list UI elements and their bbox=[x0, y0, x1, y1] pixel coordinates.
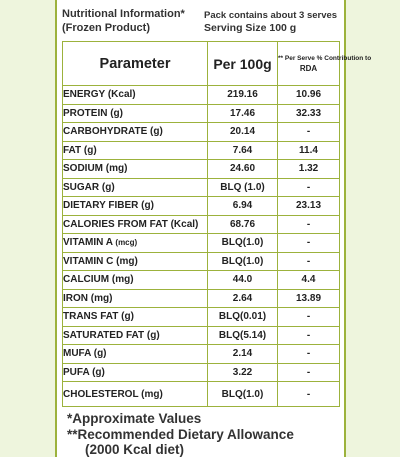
parameter-label: CHOLESTEROL (mg) bbox=[63, 388, 163, 400]
parameter-label: CALCIUM (mg) bbox=[63, 274, 134, 286]
parameter-unit: (mcg) bbox=[115, 238, 138, 248]
table-row bbox=[63, 215, 340, 234]
rda-value: - bbox=[278, 123, 340, 142]
table-row bbox=[63, 252, 340, 271]
parameter-cell bbox=[63, 215, 208, 234]
rda-value: - bbox=[278, 345, 340, 364]
parameter-label: IRON (mg) bbox=[63, 292, 113, 304]
rda-value: - bbox=[278, 382, 340, 407]
title-line2: (Frozen Product) bbox=[62, 22, 150, 34]
rda-value: - bbox=[278, 308, 340, 327]
rda-value: 23.13 bbox=[278, 197, 340, 216]
rda-value: 10.96 bbox=[278, 86, 340, 105]
parameter-label: VITAMIN A bbox=[63, 237, 113, 249]
per100g-value: 219.16 bbox=[208, 86, 278, 105]
column-header-parameter: Parameter bbox=[63, 42, 208, 86]
parameter-cell bbox=[63, 289, 208, 308]
rda-value: - bbox=[278, 326, 340, 345]
footnote-approximate: *Approximate Values bbox=[67, 411, 202, 426]
footnote-rda-diet: (2000 Kcal diet) bbox=[85, 442, 185, 457]
parameter-label: TRANS FAT (g) bbox=[63, 311, 134, 323]
per100g-value: BLQ(0.01) bbox=[208, 308, 278, 327]
label-header bbox=[62, 7, 342, 41]
pack-info: Pack contains about 3 serves bbox=[204, 10, 338, 21]
parameter-cell bbox=[63, 160, 208, 179]
per100g-value: BLQ(5.14) bbox=[208, 326, 278, 345]
column-header-rda bbox=[278, 42, 372, 86]
per100g-value: 20.14 bbox=[208, 123, 278, 142]
rda-value: - bbox=[278, 363, 340, 382]
table-header-row bbox=[63, 42, 340, 86]
per100g-value: BLQ(1.0) bbox=[208, 234, 278, 253]
per100g-value: 2.64 bbox=[208, 289, 278, 308]
table-row bbox=[63, 123, 340, 142]
serving-size: Serving Size 100 g bbox=[204, 22, 297, 34]
table-row bbox=[63, 289, 340, 308]
parameter-label: PUFA (g) bbox=[63, 366, 105, 378]
rda-value: - bbox=[278, 252, 340, 271]
per100g-value: 7.64 bbox=[208, 141, 278, 160]
parameter-cell bbox=[63, 234, 208, 253]
parameter-cell bbox=[63, 326, 208, 345]
parameter-cell bbox=[63, 382, 208, 407]
footnotes bbox=[67, 411, 294, 457]
nutrition-table bbox=[62, 41, 372, 407]
table-row bbox=[63, 86, 340, 105]
rda-subheading: ** Per Serve % Contribution to bbox=[278, 55, 372, 62]
rda-value: - bbox=[278, 178, 340, 197]
parameter-label: DIETARY FIBER (g) bbox=[63, 200, 154, 212]
parameter-cell bbox=[63, 141, 208, 160]
rda-value: 11.4 bbox=[278, 141, 340, 160]
table-row bbox=[63, 104, 340, 123]
column-header-per100g: Per 100g bbox=[208, 42, 278, 86]
parameter-cell bbox=[63, 178, 208, 197]
table-row bbox=[63, 178, 340, 197]
table-row bbox=[63, 308, 340, 327]
serving-info bbox=[204, 9, 337, 35]
parameter-label: MUFA (g) bbox=[63, 348, 107, 360]
per100g-value: BLQ(1.0) bbox=[208, 252, 278, 271]
per100g-value: 68.76 bbox=[208, 215, 278, 234]
rda-value: - bbox=[278, 215, 340, 234]
parameter-label: PROTEIN (g) bbox=[63, 107, 123, 119]
parameter-label: CALORIES FROM FAT (Kcal) bbox=[63, 218, 199, 230]
parameter-cell bbox=[63, 252, 208, 271]
table-row bbox=[63, 345, 340, 364]
rda-value: 13.89 bbox=[278, 289, 340, 308]
parameter-cell bbox=[63, 123, 208, 142]
parameter-cell bbox=[63, 86, 208, 105]
parameter-cell bbox=[63, 271, 208, 290]
per100g-value: BLQ (1.0) bbox=[208, 178, 278, 197]
table-row bbox=[63, 141, 340, 160]
rda-value: 1.32 bbox=[278, 160, 340, 179]
per100g-value: 3.22 bbox=[208, 363, 278, 382]
parameter-label: VITAMIN C (mg) bbox=[63, 255, 138, 267]
parameter-label: CARBOHYDRATE (g) bbox=[63, 126, 163, 138]
table-row bbox=[63, 326, 340, 345]
rda-heading: RDA bbox=[299, 63, 318, 73]
table-row bbox=[63, 363, 340, 382]
parameter-cell bbox=[63, 104, 208, 123]
title-line1: Nutritional Information* bbox=[62, 8, 185, 20]
table-row bbox=[63, 271, 340, 290]
per100g-value: BLQ(1.0) bbox=[208, 382, 278, 407]
rda-value: 32.33 bbox=[278, 104, 340, 123]
footnote-rda: **Recommended Dietary Allowance bbox=[67, 427, 294, 442]
table-row bbox=[63, 197, 340, 216]
per100g-value: 2.14 bbox=[208, 345, 278, 364]
parameter-label: SATURATED FAT (g) bbox=[63, 329, 160, 341]
per100g-value: 44.0 bbox=[208, 271, 278, 290]
table-row bbox=[63, 382, 340, 407]
rda-value: 4.4 bbox=[278, 271, 340, 290]
per100g-value: 6.94 bbox=[208, 197, 278, 216]
table-row bbox=[63, 234, 340, 253]
rda-value: - bbox=[278, 234, 340, 253]
parameter-label: FAT (g) bbox=[63, 144, 97, 156]
parameter-label: ENERGY (Kcal) bbox=[63, 89, 136, 101]
parameter-label: SUGAR (g) bbox=[63, 181, 115, 193]
parameter-cell bbox=[63, 197, 208, 216]
parameter-cell bbox=[63, 345, 208, 364]
per100g-value: 17.46 bbox=[208, 104, 278, 123]
table-row bbox=[63, 160, 340, 179]
nutrition-title bbox=[62, 7, 185, 35]
parameter-label: SODIUM (mg) bbox=[63, 163, 128, 175]
parameter-cell bbox=[63, 363, 208, 382]
parameter-cell bbox=[63, 308, 208, 327]
per100g-value: 24.60 bbox=[208, 160, 278, 179]
